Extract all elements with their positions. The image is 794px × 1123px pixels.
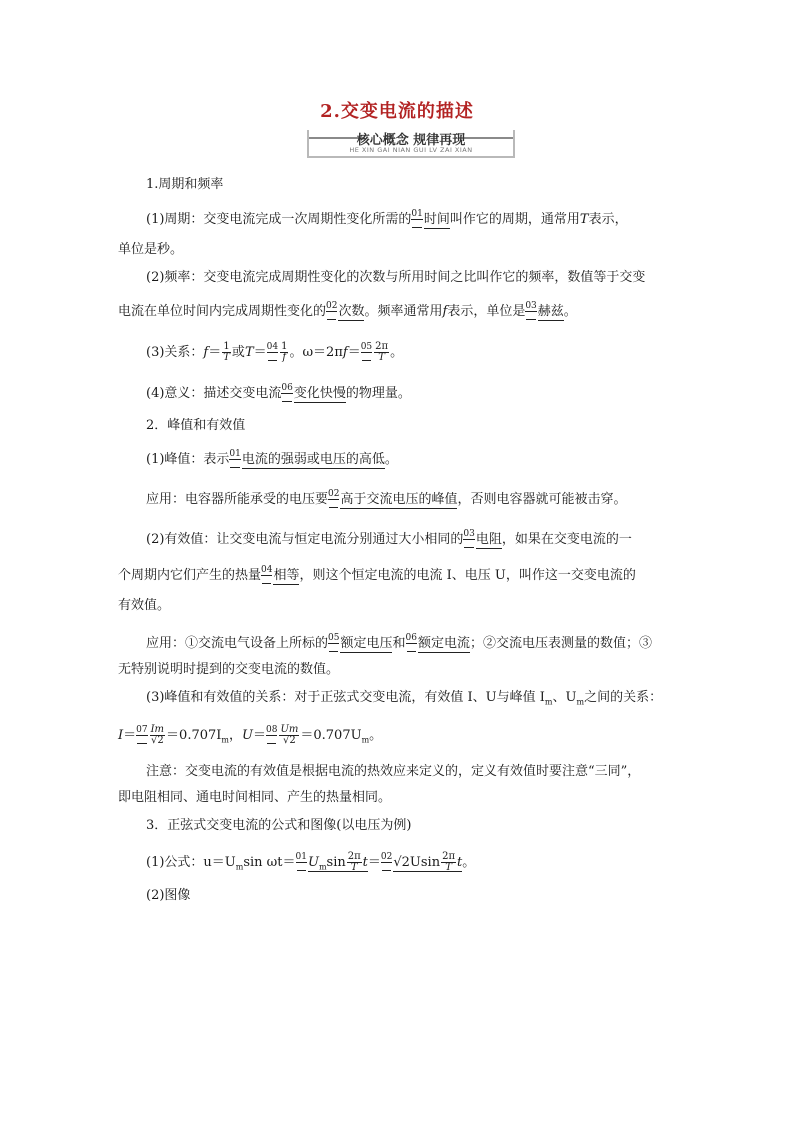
answer-blank: 额定电流 (417, 636, 470, 651)
fraction: $\frac{Im}{√2}$ (150, 724, 165, 746)
banner-sub-text: HE XIN GAI NIAN GUI LV ZAI XIAN (349, 146, 473, 154)
answer-blank: 相等 (273, 568, 300, 583)
section-banner (307, 130, 515, 160)
paragraph-frequency: (2)频率：交变电流完成周期性变化的次数与所用时间之比叫作它的频率，数值等于交变 (146, 270, 646, 285)
section-heading: 2．峰值和有效值 (146, 418, 246, 433)
paragraph-period: (1)周期：交变电流完成一次周期性变化所需的01时间叫作它的周期，通常用T表示， (146, 209, 628, 227)
blank-number: 07 (136, 725, 148, 735)
blank-number: 04 (261, 565, 273, 575)
blank-number: 04 (266, 342, 279, 352)
fraction: $\frac{Um}{√2}$ (280, 724, 299, 746)
banner-right-tick (513, 130, 515, 158)
banner-bottom-rule (307, 156, 515, 158)
answer-blank: 次数 (338, 304, 365, 319)
blank-number: 02 (380, 852, 393, 862)
blank-number: 01 (411, 209, 423, 219)
blank-number: 06 (281, 383, 293, 393)
blank-number: 02 (328, 489, 340, 499)
answer-blank: 额定电压 (340, 636, 393, 651)
paragraph-line: 电流在单位时间内完成周期性变化的02次数。频率通常用f表示，单位是03赫兹。 (118, 301, 577, 319)
blank-number: 03 (463, 529, 475, 539)
answer-blank: 高于交流电压的峰值 (340, 492, 458, 507)
paragraph-meaning: (4)意义：描述交变电流06变化快慢的物理量。 (146, 383, 411, 401)
fraction: $\frac{2\pi}{T}$ (347, 851, 361, 873)
answer-blank: 变化快慢 (293, 386, 346, 401)
blank-number: 05 (328, 633, 340, 643)
blank-number: 08 (266, 725, 278, 735)
section-heading: 1.周期和频率 (146, 177, 224, 192)
fraction: $\frac{1}{T}$ (223, 341, 230, 363)
paragraph-relation: (3)峰值和有效值的关系：对于正弦式交变电流，有效值 I、U与峰值 $I_m$、$U_m$之间的关系： (146, 690, 663, 707)
answer-blank: 时间 (423, 212, 450, 227)
paragraph-note: 注意：交变电流的有效值是根据电流的热效应来定义的，定义有效值时要注意“三同”， (146, 764, 641, 779)
fraction: $\frac{2\pi}{T}$ (442, 851, 456, 873)
paragraph-line: 无特别说明时提到的交变电流的数值。 (118, 662, 340, 677)
answer-blank: 电阻 (475, 532, 502, 547)
paragraph-line: 个周期内它们产生的热量04相等，则这个恒定电流的电流 I、电压 U，叫作这一交变电流的 (118, 565, 636, 583)
paragraph-line: 有效值。 (118, 598, 171, 613)
answer-blank: 赫兹 (537, 304, 564, 319)
paragraph-effective: (2)有效值：让交变电流与恒定电流分别通过大小相同的03电阻，如果在交变电流的一 (146, 529, 632, 547)
banner-left-tick (307, 130, 309, 158)
paragraph-application: 应用：①交流电气设备上所标的05额定电压和06额定电流；②交流电压表测量的数值；③ (146, 633, 652, 651)
paragraph-application: 应用：电容器所能承受的电压要02高于交流电压的峰值，否则电容器就可能被击穿。 (146, 489, 627, 507)
banner-main-text: 核心概念 规律再现 (356, 133, 466, 148)
paragraph-line: 即电阻相同、通电时间相同、产生的热量相同。 (118, 790, 392, 805)
blank-number: 06 (405, 633, 417, 643)
formula-line: I＝07 $\frac{Im}{√2}$ $=0.707I_m$，U＝08 $\frac{Um}{√2}$ $=0.707U_m$。 (118, 724, 383, 746)
paragraph-graph: (2)图像 (146, 888, 191, 903)
answer-blank: √2Usin $\frac{2\pi}{T}$ t (393, 851, 463, 873)
fraction: $\frac{2\pi}{T}$ (375, 341, 389, 363)
paragraph-relation: (3)关系：f＝ $\frac{1}{T}$ 或T＝04 $\frac{1}{f}$ 。ω＝2πf＝05 $\frac{2\pi}{T}$ 。 (146, 341, 404, 363)
answer-blank: 电流的强弱或电压的高低 (241, 452, 385, 467)
blank-number: 03 (525, 301, 537, 311)
blank-number: 01 (229, 449, 241, 459)
blank-number: 05 (360, 342, 373, 352)
paragraph-line: 单位是秒。 (118, 242, 184, 257)
answer-blank: $U_m\sin$ $\frac{2\pi}{T}$ t (307, 851, 368, 873)
paragraph-formula: (1)公式：$u=U_m\sin$ $\omega t=01U_m\sin$ $\frac{2\pi}{T}$ t＝02√2Usin $\frac{2\pi}{T}$ t。 (146, 851, 476, 873)
page-title: 2.交变电流的描述 (320, 101, 474, 122)
blank-number: 02 (326, 301, 338, 311)
section-heading: 3．正弦式交变电流的公式和图像(以电压为例) (146, 818, 412, 833)
fraction: $\frac{1}{f}$ (281, 341, 288, 363)
paragraph-peak: (1)峰值：表示01电流的强弱或电压的高低。 (146, 449, 398, 467)
blank-number: 01 (295, 852, 307, 862)
